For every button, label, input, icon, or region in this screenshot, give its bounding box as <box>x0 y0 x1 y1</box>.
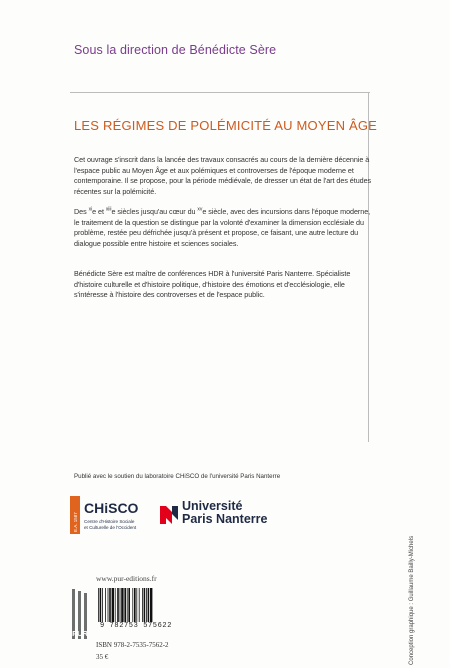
barcode-bar <box>132 588 133 622</box>
design-credit: Conception graphique : Guillaume Bailly-Michels <box>409 535 415 665</box>
pur-text: PUR <box>72 629 88 638</box>
barcode-bar <box>105 588 106 622</box>
summary-paragraph-1: Cet ouvrage s'inscrit dans la lancée des travaux consacrés au cours de la dernière décennie à l'espace public au Moyen Âge et aux polémiques et controverses de l'époque moderne et contemporaine. Il se propose, pour la période médiévale, de dresser un état de l'art des études récentes sur la polémicité. <box>74 155 372 196</box>
barcode-bar <box>146 588 147 622</box>
barcode-bar <box>128 588 130 622</box>
barcode-number: 9 782753 575622 <box>100 622 173 630</box>
barcode-bar <box>134 588 136 622</box>
barcode-bar <box>136 588 137 622</box>
barcode-bar <box>108 588 109 622</box>
chisco-name: CHiSCO <box>84 500 139 516</box>
barcode-bar <box>150 588 152 622</box>
barcode-bar <box>109 588 111 622</box>
barcode-bar <box>142 588 143 622</box>
barcode-bar <box>127 588 128 622</box>
barcode-bar <box>139 588 140 622</box>
price: 35 € <box>96 653 109 661</box>
author-bio: Bénédicte Sère est maître de conférences HDR à l'université Paris Nanterre. Spécialiste d'histoire culturelle et d'histoire politique, d'histoire des émotions et d'ecclésiologie, elle s'intéresse à l'histoire des controverses et de l'espace public. <box>74 269 351 299</box>
barcode-bar <box>112 588 114 622</box>
editor-credit: Sous la direction de Bénédicte Sère <box>74 43 277 57</box>
isbn: ISBN 978-2-7535-7562-2 <box>96 641 169 649</box>
publisher-url: www.pur-editions.fr <box>96 574 157 583</box>
university-line-1: Université <box>182 499 243 513</box>
university-logo <box>158 500 278 536</box>
chisco-subtitle-2: et Culturelle de l'Occident <box>84 525 137 530</box>
university-mark-icon <box>158 502 180 528</box>
chisco-side-label: E.A. 1587 <box>73 512 78 532</box>
support-notice: Publié avec le soutien du laboratoire CHiSCO de l'université Paris Nanterre <box>74 473 281 480</box>
summary-paragraph-2: Des $^{xi}$e et $^{xiii}$e siècles jusqu'au cœur du $^{xv}$e siècle, avec des incursions dans l'époque moderne, le traitement de la question se distingue par la volonté d'examiner la dimension ecclésiale du problème, restée peu défrichée jusqu'à présent et propose, ce faisant, une autre lecture du dialogue possible entre histoire et sciences sociales. <box>74 206 371 248</box>
chisco-logo <box>70 494 170 538</box>
divider-right <box>368 92 369 442</box>
barcode-bar <box>144 588 146 622</box>
divider-top <box>70 92 370 93</box>
barcode-bar <box>102 588 103 622</box>
book-title: LES RÉGIMES DE POLÉMICITÉ AU MOYEN ÂGE <box>74 118 378 133</box>
pur-logo <box>70 589 90 639</box>
chisco-subtitle-1: Centre d'Histoire Sociale <box>84 519 135 524</box>
university-line-2: Paris Nanterre <box>182 512 268 526</box>
barcode-bar <box>121 588 123 622</box>
barcode-bar <box>124 588 126 622</box>
barcode-bar <box>148 588 150 622</box>
barcode-bar <box>100 588 102 622</box>
barcode-bar <box>115 588 116 622</box>
barcode-bar <box>117 588 119 622</box>
barcode-bar <box>120 588 121 622</box>
barcode-bar <box>98 588 99 622</box>
barcode-icon <box>96 588 176 622</box>
